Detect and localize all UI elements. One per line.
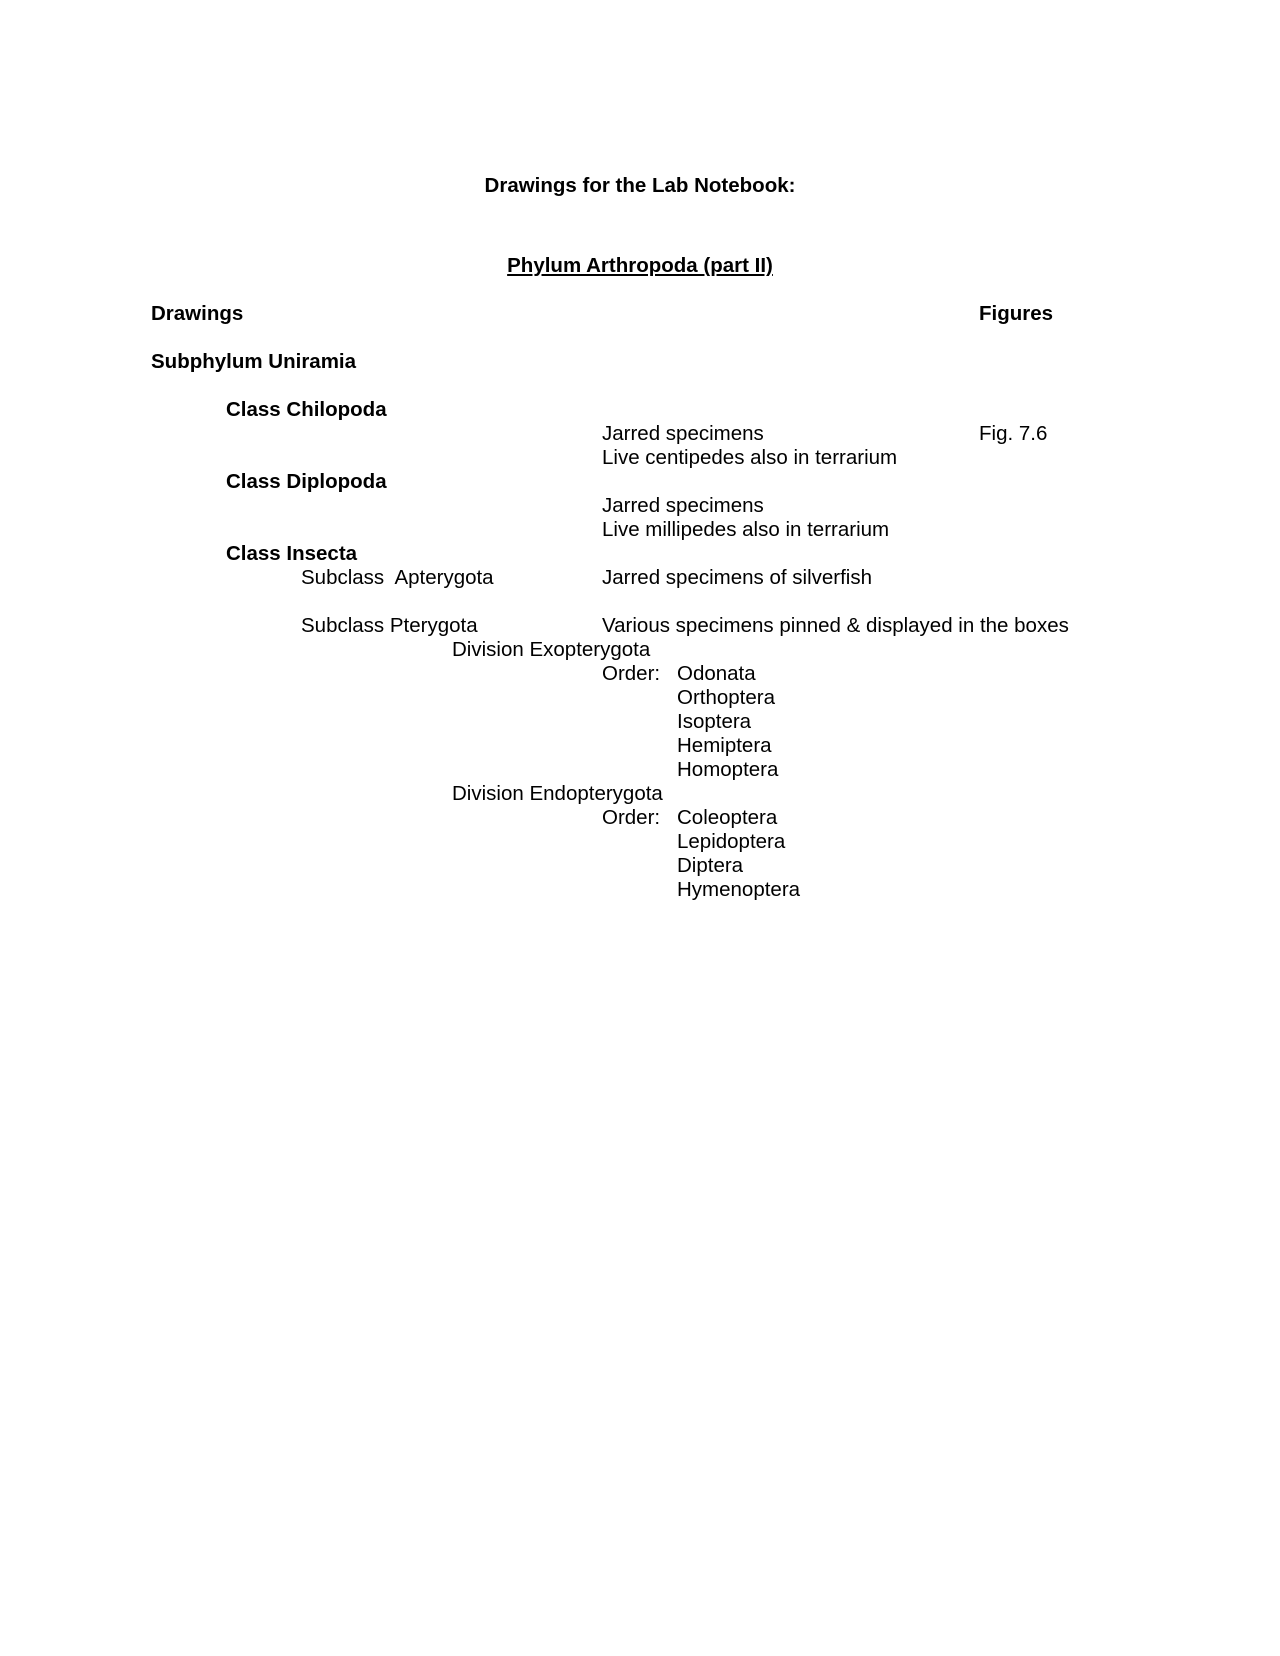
- class-diplopoda-heading: Class Diplopoda: [226, 470, 387, 493]
- chilopoda-item: Jarred specimens: [602, 422, 764, 445]
- order-item: Orthoptera: [677, 686, 775, 709]
- subclass-apterygota-label: Subclass Apterygota: [301, 566, 494, 589]
- order-item: Hymenoptera: [677, 878, 801, 901]
- endopterygota-order-label: Order:: [602, 806, 661, 829]
- figures-column-header: Figures: [979, 302, 1054, 325]
- order-item: Isoptera: [677, 710, 752, 733]
- order-item: Homoptera: [677, 758, 779, 781]
- division-endopterygota-label: Division Endopterygota: [452, 782, 663, 805]
- page-subtitle: Phylum Arthropoda (part II): [507, 254, 773, 277]
- class-chilopoda-heading: Class Chilopoda: [226, 398, 387, 421]
- drawings-column-header: Drawings: [151, 302, 244, 325]
- order-item: Diptera: [677, 854, 744, 877]
- subclass-pterygota-description: Various specimens pinned & displayed in the boxes: [602, 614, 1069, 637]
- order-item: Odonata: [677, 662, 756, 685]
- page-title: Drawings for the Lab Notebook:: [484, 174, 796, 197]
- order-item: Lepidoptera: [677, 830, 786, 853]
- class-insecta-heading: Class Insecta: [226, 542, 358, 565]
- subphylum-heading: Subphylum Uniramia: [151, 350, 357, 373]
- chilopoda-figure-reference: Fig. 7.6: [979, 422, 1048, 445]
- division-exopterygota-label: Division Exopterygota: [452, 638, 651, 661]
- subclass-pterygota-label: Subclass Pterygota: [301, 614, 478, 637]
- exopterygota-order-label: Order:: [602, 662, 661, 685]
- order-item: Hemiptera: [677, 734, 772, 757]
- diplopoda-item: Live millipedes also in terrarium: [602, 518, 890, 541]
- subclass-apterygota-description: Jarred specimens of silverfish: [602, 566, 873, 589]
- diplopoda-item: Jarred specimens: [602, 494, 764, 517]
- order-item: Coleoptera: [677, 806, 778, 829]
- chilopoda-item: Live centipedes also in terrarium: [602, 446, 898, 469]
